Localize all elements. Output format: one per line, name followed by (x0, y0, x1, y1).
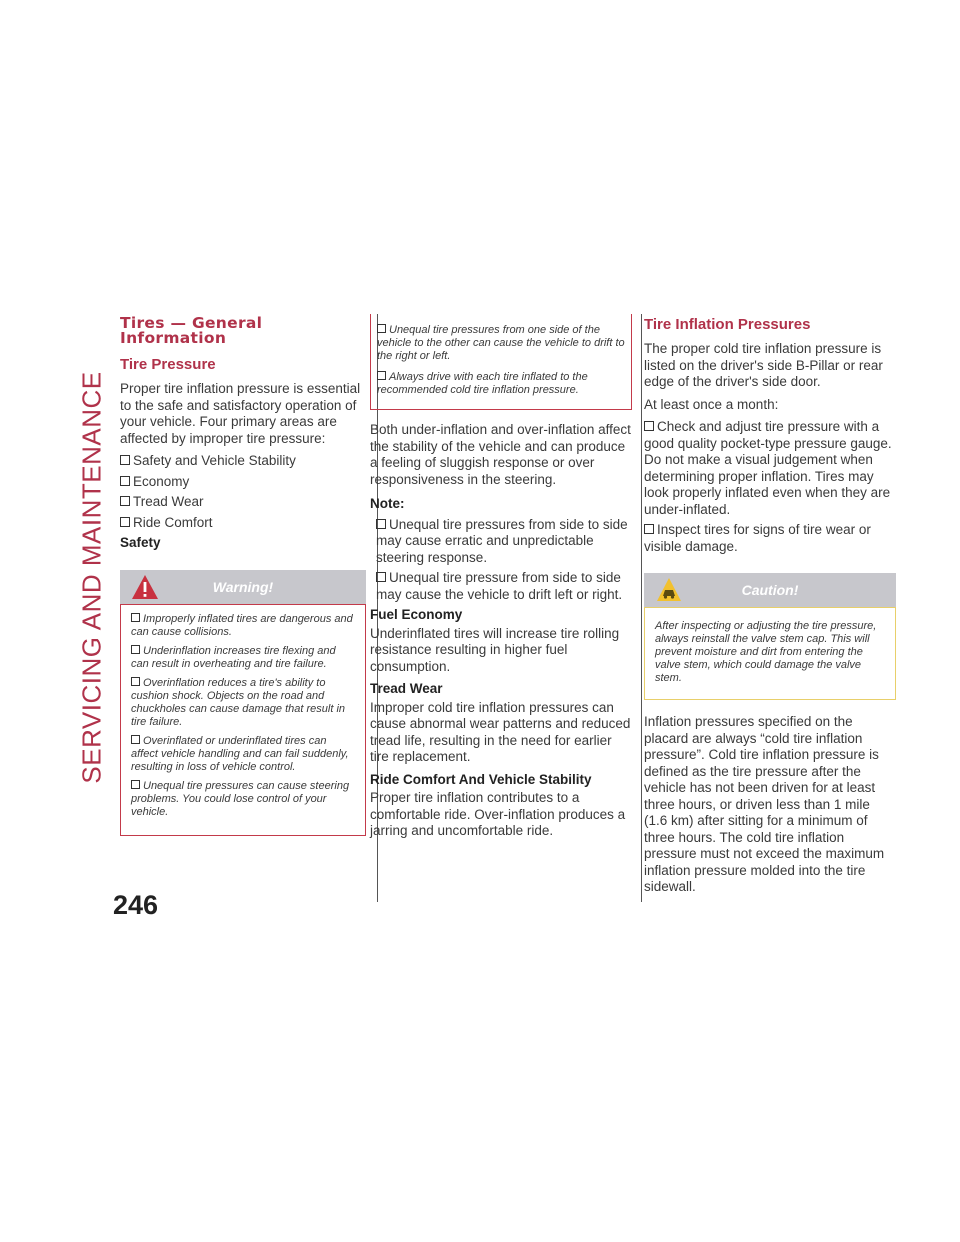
subheading-inflation-pressures: Tire Inflation Pressures (644, 316, 811, 333)
checkbox-bullet-icon (131, 677, 140, 686)
list-item: Unequal tire pressures from side to side may cause erratic and unpredictable steering response. (376, 516, 628, 565)
checkbox-bullet-icon (131, 735, 140, 744)
checkbox-bullet-icon (377, 324, 386, 333)
note-label: Note: (370, 496, 405, 511)
caution-box (644, 607, 896, 700)
checkbox-bullet-icon (376, 519, 386, 529)
list-item: Overinflated or underinflated tires can affect vehicle handling and can fail suddenly, resulting in loss of vehicle control. (131, 734, 349, 773)
list-item: Ride Comfort (120, 515, 366, 532)
checkbox-bullet-icon (131, 613, 140, 622)
list-item: Always drive with each tire inflated to the recommended cold tire inflation pressure. (377, 371, 588, 396)
warning-box-continued (370, 314, 632, 410)
monthly-paragraph: At least once a month: (644, 396, 779, 412)
list-item: Improperly inflated tires are dangerous and can cause collisions. (131, 612, 353, 638)
list-item: Tread Wear (120, 494, 366, 511)
list-item: Overinflation reduces a tire's ability to cushion shock. Objects on the road and chuckholes can cause damage that result in tire failure. (131, 676, 346, 728)
list-item: Underinflation increases tire flexing and can result in overheating and tire failure. (131, 644, 336, 670)
ride-comfort-label: Ride Comfort And Vehicle Stability (370, 771, 592, 787)
list-item: Inspect tires for signs of tire wear or visible damage. (644, 522, 871, 554)
caution-car-icon (656, 577, 682, 603)
warning-triangle-icon (131, 573, 159, 601)
caution-banner (644, 573, 896, 607)
list-item: Safety and Vehicle Stability (120, 453, 366, 470)
column-2 (370, 314, 632, 846)
checkbox-bullet-icon (120, 476, 130, 486)
warning-box (120, 604, 366, 836)
checkbox-bullet-icon (120, 455, 130, 465)
checkbox-bullet-icon (120, 517, 130, 527)
list-item: Check and adjust tire pressure with a good quality pocket-type pressure gauge. Do not make a visual judgement when determining proper inflation. Tires may look properly inflated even when they are under-inflated. (644, 419, 892, 517)
list-item: Unequal tire pressures from one side of the vehicle to the other can cause the vehicle to drift to the right or left. (377, 324, 625, 362)
inflation-intro-paragraph: The proper cold tire inflation pressure is listed on the driver's side B-Pillar or rear edge of the driver's side door. (644, 341, 883, 389)
ride-comfort-paragraph: Proper tire inflation contributes to a comfortable ride. Over-inflation produces a jarring and uncomfortable ride. (370, 790, 626, 838)
closing-paragraph: Inflation pressures specified on the placard are always “cold tire inflation pressure”. Cold tire inflation pressure is defined as the tire pressure after the vehicle has not been driven for at least three hours, or driven less than 1 mile (1.6 km) after sitting for a minimum of three hours. The cold tire inflation pressure must not exceed the maximum inflation pressure molded into the tire sidewall. (644, 714, 885, 894)
checkbox-bullet-icon (377, 371, 386, 380)
tread-wear-label: Tread Wear (370, 681, 443, 696)
warning-title: Warning! (212, 578, 274, 595)
intro-paragraph: Proper tire inflation pressure is essential to the safe and satisfactory operation of your vehicle. Four primary areas are affected by improper tire pressure: (120, 381, 361, 446)
list-item: Unequal tire pressures can cause steering problems. You could lose control of your vehicle. (131, 779, 350, 818)
caution-text: After inspecting or adjusting the tire pressure, always reinstall the valve stem cap. This will prevent moisture and dirt from entering the valve stem, which could damage the valve stem. (655, 620, 877, 684)
checkbox-bullet-icon (131, 645, 140, 654)
checkbox-bullet-icon (120, 496, 130, 506)
column-divider (641, 314, 642, 902)
page-number: 246 (113, 890, 159, 920)
section-side-label: SERVICING AND MAINTENANCE (76, 370, 107, 784)
checkbox-bullet-icon (131, 780, 140, 789)
list-item: Unequal tire pressure from side to side may cause the vehicle to drift left or right. (376, 570, 623, 602)
checkbox-bullet-icon (376, 572, 386, 582)
safety-label: Safety (120, 535, 161, 550)
fuel-economy-paragraph: Underinflated tires will increase tire rolling resistance resulting in higher fuel consumption. (370, 625, 620, 674)
tread-wear-paragraph: Improper cold tire inflation pressures can cause abnormal wear patterns and reduced tread life, resulting in the need for earlier tire replacement. (370, 699, 631, 764)
checkbox-bullet-icon (644, 421, 654, 431)
section-heading: Tires — General Information (120, 314, 263, 347)
subheading-tire-pressure: Tire Pressure (120, 356, 216, 373)
stability-paragraph: Both under-inflation and over-inflation affect the stability of the vehicle and can produce a feeling of sluggish response or over responsiveness in the steering. (370, 422, 631, 487)
column-1 (120, 314, 366, 836)
list-item: Economy (120, 474, 366, 491)
fuel-economy-label: Fuel Economy (370, 607, 463, 622)
checkbox-bullet-icon (644, 524, 654, 534)
column-3 (644, 314, 896, 902)
caution-title: Caution! (741, 582, 799, 598)
warning-banner (120, 570, 366, 604)
